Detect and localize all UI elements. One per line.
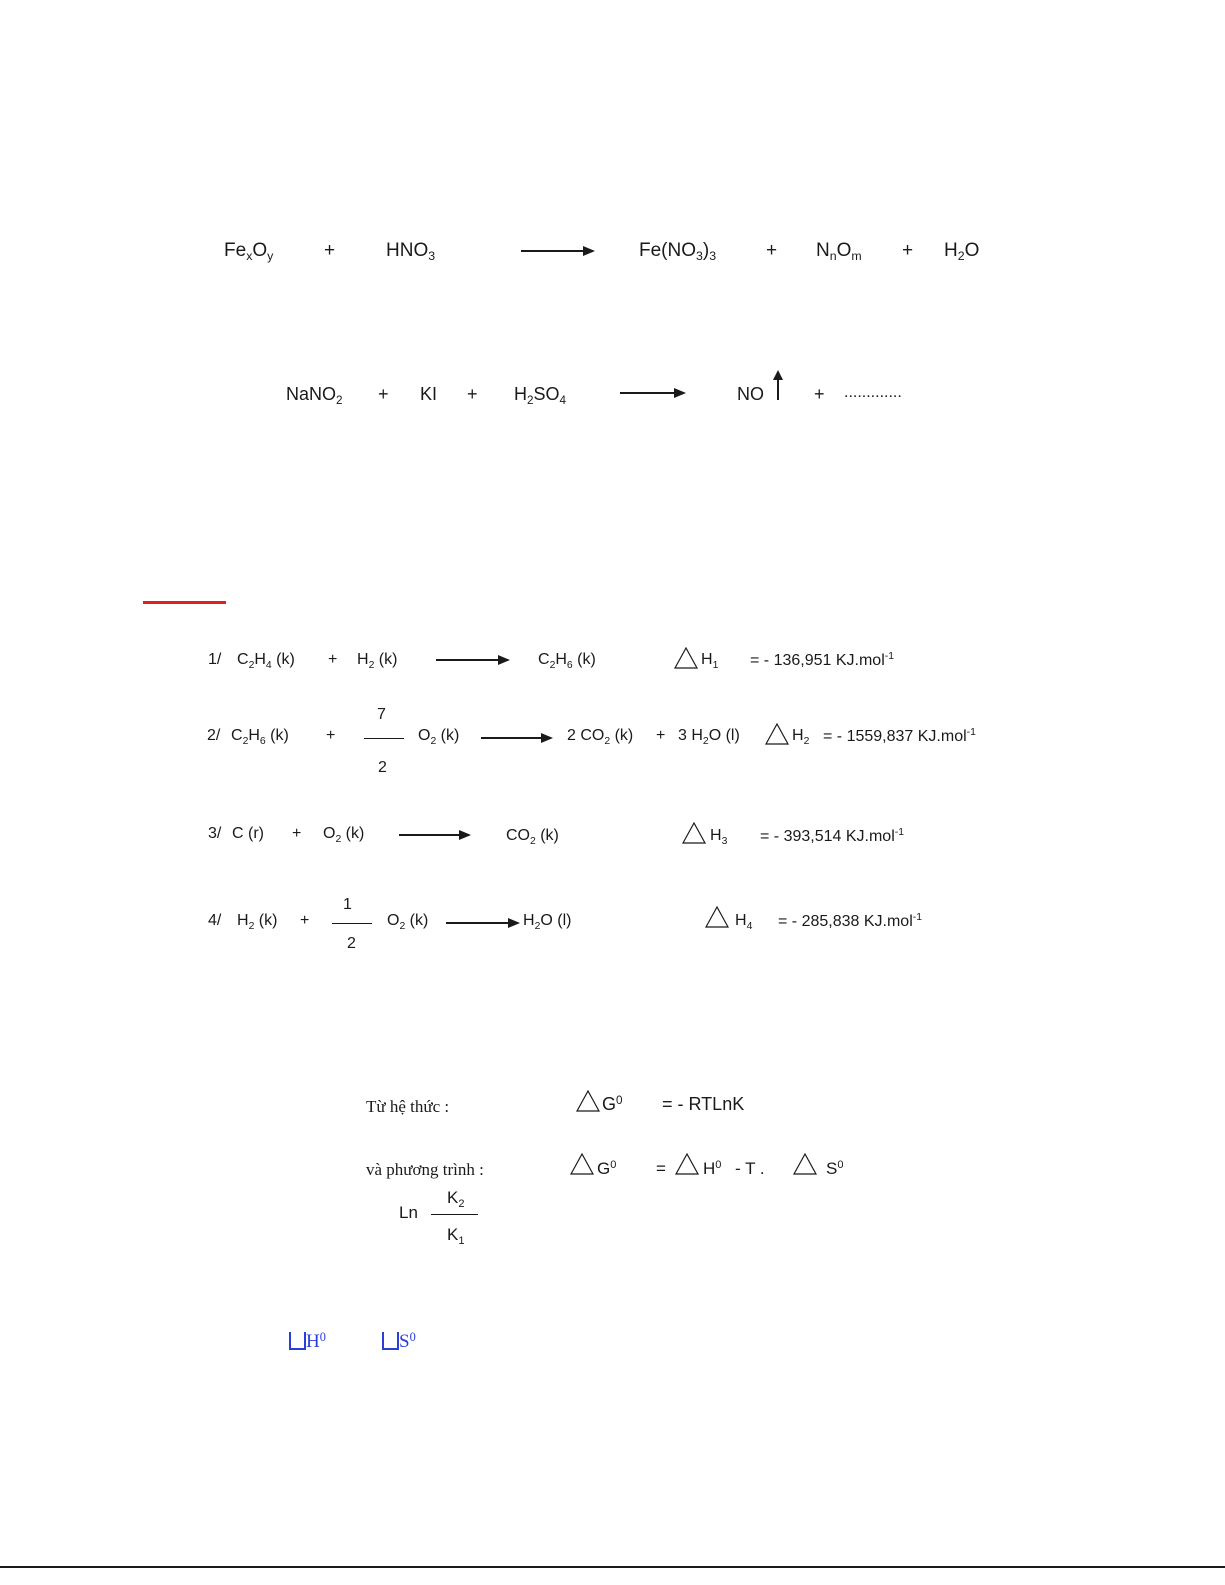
fraction-denominator: 2 xyxy=(347,935,356,952)
entropy-s0: $S^0$ xyxy=(826,1159,844,1178)
equation-label: 1/ xyxy=(208,651,222,668)
gibbs-g0: $G^0$ xyxy=(602,1094,623,1114)
missing-glyph-icon xyxy=(382,1332,399,1350)
reactant-c: C (r) xyxy=(232,825,264,842)
reaction-arrow xyxy=(399,834,469,836)
plus-sign: + xyxy=(766,240,778,261)
reactant-c2h6: $C_2H_6$ (k) xyxy=(231,727,289,747)
k1: $K_1$ xyxy=(447,1225,465,1247)
plus-sign: + xyxy=(814,384,825,404)
gibbs-g0: $G^0$ xyxy=(597,1159,617,1178)
reactant-h2: $H_2$ (k) xyxy=(237,912,278,932)
reactant-h2so4: $H_2SO_4$ xyxy=(514,384,567,407)
plus-sign: + xyxy=(378,384,389,404)
enthalpy-value: = - 393,514 KJ.mol$^{-1}$ xyxy=(760,827,904,845)
plus-sign: + xyxy=(326,727,336,744)
minus-t: - T . xyxy=(735,1159,765,1178)
reaction-arrow xyxy=(446,922,518,924)
product-h2o: 3 $H_2O$ (l) xyxy=(678,727,740,747)
reaction-arrow xyxy=(436,659,508,661)
fraction-bar xyxy=(431,1214,478,1215)
reaction-arrow xyxy=(620,392,684,394)
delta-h: $H_1$ xyxy=(701,651,719,671)
product-co2: 2 $CO_2$ (k) xyxy=(567,727,634,747)
relation-intro: Từ hệ thức : xyxy=(366,1097,450,1116)
product-nnom: $N_nO_m$ xyxy=(816,240,862,263)
ln-label: Ln xyxy=(399,1203,418,1222)
delta-icon xyxy=(576,1090,600,1112)
plus-sign: + xyxy=(300,912,310,929)
plus-sign: + xyxy=(324,240,336,261)
reactant-c2h4: $C_2H_4$ (k) xyxy=(237,651,295,671)
reactant-nano2: NaNO$_2$ xyxy=(286,384,343,407)
red-underline xyxy=(143,601,226,604)
blank-dots: ............. xyxy=(844,384,902,401)
delta-h: $H_4$ xyxy=(735,912,753,932)
equals-sign: = xyxy=(656,1159,666,1178)
delta-icon xyxy=(570,1153,594,1175)
plus-sign: + xyxy=(902,240,914,261)
gibbs-rhs: = - RTLnK xyxy=(662,1094,745,1114)
delta-icon xyxy=(682,822,706,844)
equation-label: 3/ xyxy=(208,825,222,842)
k2: $K_2$ xyxy=(447,1188,465,1210)
equation-intro: và phương trình : xyxy=(366,1160,484,1179)
fraction-bar xyxy=(332,923,372,924)
reactant-hno3: $HNO_3$ xyxy=(386,240,436,263)
delta-icon xyxy=(793,1153,817,1175)
fraction-denominator: 2 xyxy=(378,759,387,776)
delta-s0-symbol: $S^0$ xyxy=(382,1330,416,1353)
product-co2: $CO_2$ (k) xyxy=(506,827,559,847)
fraction-bar xyxy=(364,738,404,739)
enthalpy-h0: $H^0$ xyxy=(703,1159,722,1178)
product-h2o: $H_2O$ xyxy=(944,240,980,263)
reactant-o2: $O_2$ (k) xyxy=(387,912,429,932)
reactant-fexoy: $Fe_xO_y$ xyxy=(224,240,274,263)
enthalpy-value: = - 1559,837 KJ.mol$^{-1}$ xyxy=(823,727,976,745)
plus-sign: + xyxy=(328,651,338,668)
delta-icon xyxy=(674,647,698,669)
delta-h: $H_2$ xyxy=(792,727,810,747)
delta-h: $H_3$ xyxy=(710,827,728,847)
product-fe-no3-3: $Fe(NO_3)_3$ xyxy=(639,240,717,263)
reactant-h2: $H_2$ (k) xyxy=(357,651,398,671)
reactant-o2: $O_2$ (k) xyxy=(323,825,365,845)
equation-label: 4/ xyxy=(208,912,222,929)
fraction-numerator: 1 xyxy=(343,896,352,913)
missing-glyph-icon xyxy=(289,1332,306,1350)
reactant-o2: $O_2$ (k) xyxy=(418,727,460,747)
page-bottom-rule xyxy=(0,1566,1225,1568)
product-no: NO xyxy=(737,384,764,404)
fraction-numerator: 7 xyxy=(377,706,386,723)
reaction-arrow xyxy=(521,250,593,252)
enthalpy-value: = - 285,838 KJ.mol$^{-1}$ xyxy=(778,912,922,930)
plus-sign: + xyxy=(656,727,666,744)
plus-sign: + xyxy=(292,825,302,842)
product-h2o: $H_2O$ (l) xyxy=(523,912,572,932)
delta-icon xyxy=(705,906,729,928)
delta-h0-symbol: $H^0$ xyxy=(289,1330,326,1353)
reaction-arrow xyxy=(481,737,551,739)
delta-icon xyxy=(675,1153,699,1175)
enthalpy-value: = - 136,951 KJ.mol$^{-1}$ xyxy=(750,651,894,669)
equation-label: 2/ xyxy=(207,727,221,744)
plus-sign: + xyxy=(467,384,478,404)
gas-up-arrow-icon xyxy=(772,370,784,400)
product-c2h6: $C_2H_6$ (k) xyxy=(538,651,596,671)
delta-icon xyxy=(765,723,789,745)
reactant-ki: KI xyxy=(420,384,438,404)
